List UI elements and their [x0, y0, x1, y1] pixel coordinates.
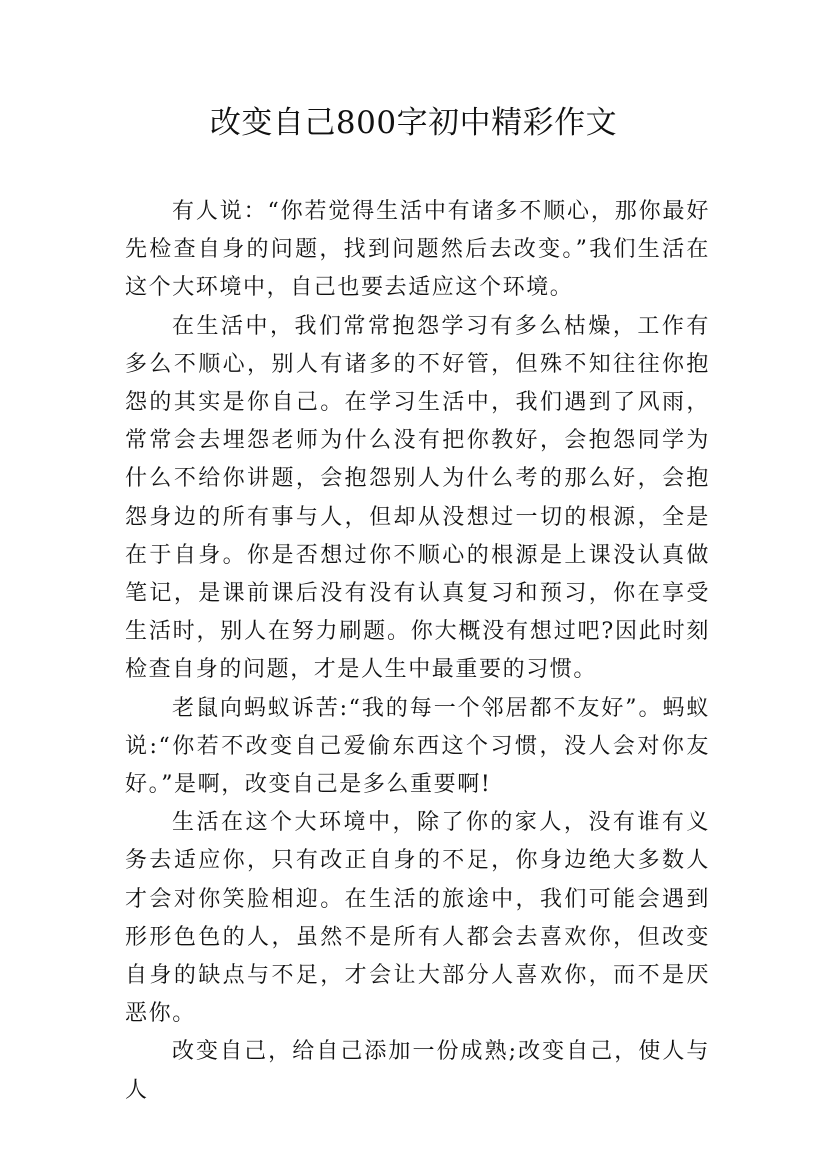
- essay-body: [125, 193, 710, 1110]
- paragraph-1: 有人说：“你若觉得生活中有诸多不顺心，那你最好先检查自身的问题，找到问题然后去改变。”我们生活在这个大环境中，自己也要去适应这个环境。: [125, 199, 710, 301]
- paragraph-5: 改变自己，给自己添加一份成熟;改变自己，使人与人: [125, 1039, 710, 1103]
- paragraph-3: 老鼠向蚂蚁诉苦:“我的每一个邻居都不友好”。蚂蚁说:“你若不改变自己爱偷东西这个习惯，没人会对你友好。”是啊，改变自己是多么重要啊!: [125, 695, 710, 798]
- paragraph-4: 生活在这个大环境中，除了你的家人，没有谁有义务去适应你，只有改正自身的不足，你身边绝大多数人才会对你笑脸相迎。在生活的旅途中，我们可能会遇到形形色色的人，虽然不是所有人都会去喜欢你，但改变自身的缺点与不足，才会让大部分人喜欢你，而不是厌恶你。: [125, 810, 710, 1027]
- paragraph-2: 在生活中，我们常常抱怨学习有多么枯燥，工作有多么不顺心，别人有诸多的不好管，但殊不知往往你抱怨的其实是你自己。在学习生活中，我们遇到了风雨，常常会去埋怨老师为什么没有把你教好，会抱怨同学为什么不给你讲题，会抱怨别人为什么考的那么好，会抱怨身边的所有事与人，但却从没想过一切的根源，全是在于自身。你是否想过你不顺心的根源是上课没认真做笔记，是课前课后没有没有认真复习和预习，你在享受生活时，别人在努力刷题。你大概没有想过吧?因此时刻检查自身的问题，才是人生中最重要的习惯。: [125, 313, 710, 683]
- document-title: 改变自己800字初中精彩作文: [209, 105, 618, 141]
